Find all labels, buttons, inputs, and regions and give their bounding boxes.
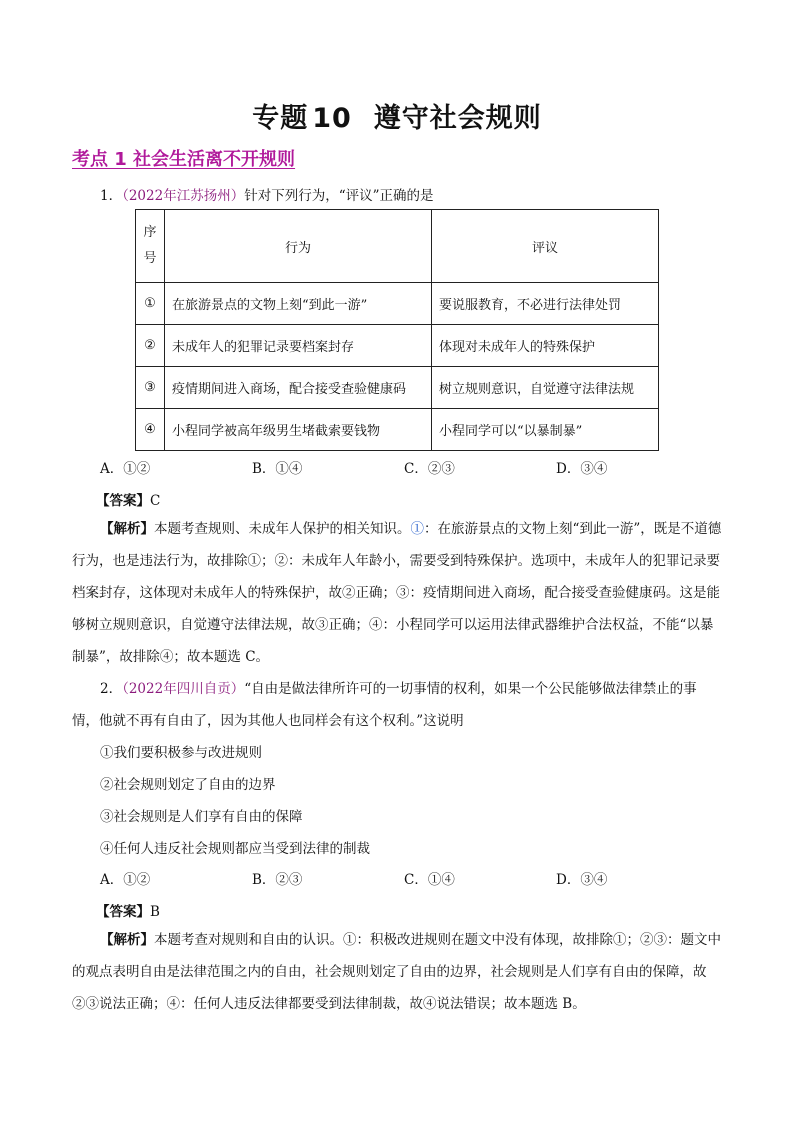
question-2-answer: 【答案】B (96, 904, 160, 920)
option-a: A．①② (100, 872, 151, 888)
option-d: D．③④ (556, 461, 608, 477)
question-2-analysis: 【解析】本题考查对规则和自由的认识。①：积极改进规则在题文中没有体现，故排除①；②③：题文中的观点表明自由是法律范围之内的自由，社会规则划定了自由的边界，社会规则是人们享有自由的保障，故②③说法正确；④：任何人违反法律都要受到法律制裁，故④说法错误；故本题选 B。 (72, 932, 721, 1012)
question-1-stem: 1．（2022年江苏扬州）针对下列行为，“评议”正确的是 (100, 188, 434, 204)
question-1-analysis: 【解析】本题考查规则、未成年人保护的相关知识。①：在旅游景点的文物上刻“到此一游”，既是不道德行为，也是违法行为，故排除①；②：未成年人年龄小，需要受到特殊保护。选项中，未成年人的犯罪记录要档案封存，这体现对未成年人的特殊保护，故②正确；③：疫情期间进入商场，配合接受查验健康码。这是能够树立规则意识，自觉遵守法律法规，故③正确；④：小程同学可以运用法律武器维护合法权益，不能“以暴制暴”，故排除④；故本题选 C。 (72, 521, 722, 665)
statement-item: ②社会规则划定了自由的边界 (100, 777, 276, 793)
statement-item: ④任何人违反社会规则都应当受到法律的制裁 (100, 841, 370, 857)
option-b: B．①④ (252, 461, 303, 477)
question-2-stem: 2．（2022年四川自贡）“自由是做法律所许可的一切事情的权利，如果一个公民能够做法律禁止的事情，他就不再有自由了，因为其他人也同样会有这个权利。”这说明 (72, 681, 697, 729)
header-action: 行为 (165, 210, 432, 283)
table-row: ① 在旅游景点的文物上刻“到此一游” 要说服教育，不必进行法律处罚 (136, 283, 659, 325)
option-a: A．①② (100, 461, 151, 477)
question-source: （2022年四川自贡） (122, 681, 245, 697)
header-comment: 评议 (432, 210, 659, 283)
option-c: C．①④ (404, 872, 455, 888)
option-b: B．②③ (252, 872, 303, 888)
statement-item: ③社会规则是人们享有自由的保障 (100, 809, 303, 825)
table-row: ③ 疫情期间进入商场，配合接受查验健康码 树立规则意识，自觉遵守法律法规 (136, 367, 659, 409)
question-1-options (100, 457, 708, 477)
question-source: （2022年江苏扬州） (122, 188, 245, 204)
question-1-table (135, 209, 659, 451)
table-row: ② 未成年人的犯罪记录要档案封存 体现对未成年人的特殊保护 (136, 325, 659, 367)
statement-item: ①我们要积极参与改进规则 (100, 745, 262, 761)
question-1-answer: 【答案】C (96, 493, 161, 509)
option-c: C．②③ (404, 461, 455, 477)
option-d: D．③④ (556, 872, 608, 888)
header-seq: 序号 (136, 210, 165, 283)
section-heading: 考点 1 社会生活离不开规则 (72, 149, 296, 170)
table-header-row (136, 210, 659, 283)
page-title: 专题 10 遵守社会规则 (252, 103, 542, 134)
table-row: ④ 小程同学被高年级男生堵截索要钱物 小程同学可以“以暴制暴” (136, 409, 659, 451)
question-2-options (100, 868, 708, 888)
